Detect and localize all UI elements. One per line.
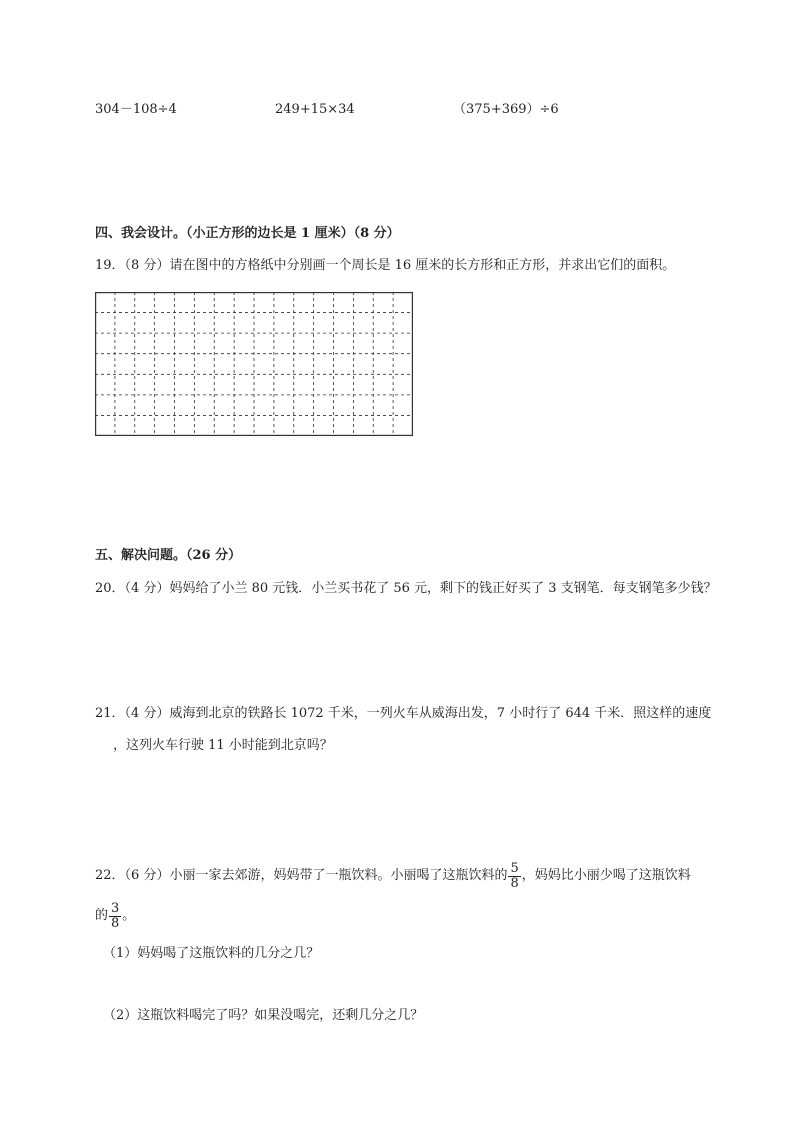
question-22-text-b: ，妈妈比小丽少喝了这瓶饮料 [521, 868, 691, 883]
fraction-three-eighths [109, 902, 121, 931]
question-20: 20．（4 分）妈妈给了小兰 80 元钱．小兰买书花了 56 元，剩下的钱正好买了 3 支钢笔．每支钢笔多少钱？ [95, 581, 717, 596]
fraction-numerator: 3 [111, 900, 120, 916]
section-5-heading: 五、解决问题。（26 分） [95, 548, 242, 563]
fraction-denominator: 8 [510, 875, 519, 891]
question-22-line-2 [95, 898, 135, 934]
section-4-heading: 四、我会设计。（小正方形的边长是 1 厘米）（8 分） [95, 226, 400, 241]
question-22-text-c: 的 [95, 908, 109, 923]
expression-3: （375+369）÷6 [453, 102, 559, 117]
question-22-text-a: 22．（6 分）小丽一家去郊游，妈妈带了一瓶饮料。小丽喝了这瓶饮料的 [95, 868, 508, 883]
question-19: 19．（8 分）请在图中的方格纸中分别画一个周长是 16 厘米的长方形和正方形，并求出它们的面积。 [95, 258, 676, 273]
question-21-line-1: 21．（4 分）威海到北京的铁路长 1072 千米，一列火车从威海出发，7 小时行了 644 千米．照这样的速度 [95, 706, 712, 721]
fraction-five-eighths [508, 862, 520, 891]
question-22-line-1 [95, 858, 691, 894]
expression-2: 249+15×34 [275, 102, 355, 117]
question-22-sub-1: （1）妈妈喝了这瓶饮料的几分之几？ [103, 946, 320, 961]
expression-1: 304－108÷4 [95, 102, 177, 117]
fraction-denominator: 8 [111, 915, 120, 931]
question-22-text-d: 。 [122, 908, 136, 923]
question-22-sub-2: （2）这瓶饮料喝完了吗？如果没喝完，还剩几分之几？ [103, 1008, 424, 1023]
fraction-numerator: 5 [510, 860, 519, 876]
grid-paper [95, 292, 413, 436]
question-21-line-2: ，这列火车行驶 11 小时能到北京吗？ [113, 738, 333, 753]
